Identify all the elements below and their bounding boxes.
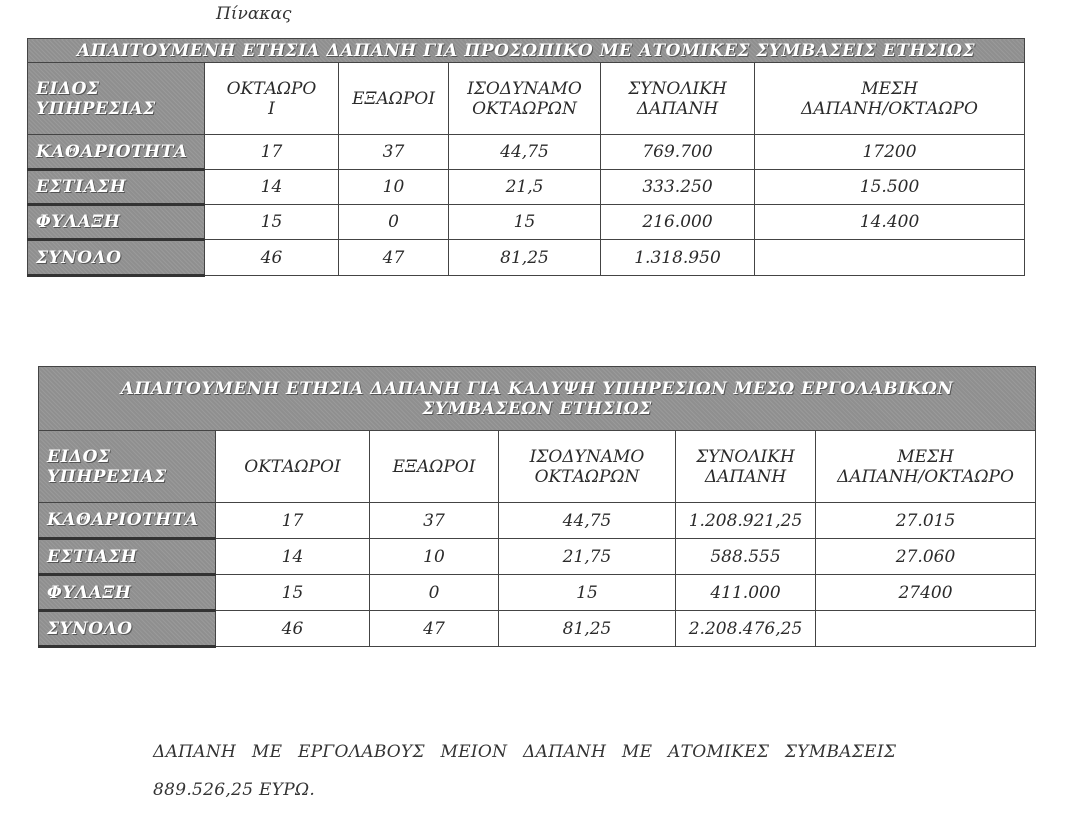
cell: 47 xyxy=(370,611,499,647)
header-average-cost: ΜΕΣΗ ΔΑΠΑΝΗ/ΟΚΤΑΩΡΟ xyxy=(816,431,1036,503)
table-row xyxy=(39,503,1036,539)
cell: 81,25 xyxy=(449,240,601,276)
cell: 588.555 xyxy=(676,539,816,575)
table-row xyxy=(28,170,1025,205)
difference-note-line1: ΔΑΠΑΝΗ ΜΕ ΕΡΓΟΛΑΒΟΥΣ ΜΕΙΟΝ ΔΑΠΑΝΗ ΜΕ ΑΤΟΜΙΚΕΣ ΣΥΜΒΑΣΕΙΣ xyxy=(153,742,897,762)
table-title: ΑΠΑΙΤΟΥΜΕΝΗ ΕΤΗΣΙΑ ΔΑΠΑΝΗ ΓΙΑ ΠΡΟΣΩΠΙΚΟ ΜΕ ΑΤΟΜΙΚΕΣ ΣΥΜΒΑΣΕΙΣ ΕΤΗΣΙΩΣ xyxy=(28,39,1025,63)
row-label: ΚΑΘΑΡΙΟΤΗΤΑ xyxy=(39,503,216,539)
header-service-type: ΕΙΔΟΣ ΥΠΗΡΕΣΙΑΣ xyxy=(39,431,216,503)
table-individual-contracts xyxy=(27,38,1025,277)
cell: 0 xyxy=(370,575,499,611)
cell: 14 xyxy=(205,170,339,205)
cell: 44,75 xyxy=(449,135,601,170)
cell: 769.700 xyxy=(601,135,755,170)
table-row xyxy=(39,575,1036,611)
cell: 27400 xyxy=(816,575,1036,611)
cell: 37 xyxy=(370,503,499,539)
cell: 46 xyxy=(216,611,370,647)
header-average-cost: ΜΕΣΗ ΔΑΠΑΝΗ/ΟΚΤΑΩΡΟ xyxy=(755,63,1025,135)
cell: 15.500 xyxy=(755,170,1025,205)
table-contractor-services xyxy=(38,366,1036,648)
cell: 17 xyxy=(205,135,339,170)
row-label: ΦΥΛΑΞΗ xyxy=(39,575,216,611)
table-row-total xyxy=(39,611,1036,647)
cell xyxy=(755,240,1025,276)
header-total-cost: ΣΥΝΟΛΙΚΗ ΔΑΠΑΝΗ xyxy=(676,431,816,503)
cell: 0 xyxy=(339,205,449,240)
cell: 10 xyxy=(339,170,449,205)
header-equivalent: ΙΣΟΔΥΝΑΜΟ ΟΚΤΑΩΡΩΝ xyxy=(449,63,601,135)
difference-note-amount: 889.526,25 ΕΥΡΩ. xyxy=(153,780,316,800)
table-row xyxy=(28,205,1025,240)
header-six-hour: ΕΞΑΩΡΟΙ xyxy=(370,431,499,503)
row-label: ΣΥΝΟΛΟ xyxy=(28,240,205,276)
table-title: ΑΠΑΙΤΟΥΜΕΝΗ ΕΤΗΣΙΑ ΔΑΠΑΝΗ ΓΙΑ ΚΑΛΥΨΗ ΥΠΗΡΕΣΙΩΝ ΜΕΣΩ ΕΡΓΟΛΑΒΙΚΩΝ ΣΥΜΒΑΣΕΩΝ ΕΤΗΣΙΩΣ xyxy=(39,367,1036,431)
cell: 17200 xyxy=(755,135,1025,170)
header-total-cost: ΣΥΝΟΛΙΚΗ ΔΑΠΑΝΗ xyxy=(601,63,755,135)
table-row xyxy=(39,539,1036,575)
cell: 47 xyxy=(339,240,449,276)
row-label: ΚΑΘΑΡΙΟΤΗΤΑ xyxy=(28,135,205,170)
cell xyxy=(816,611,1036,647)
cell: 37 xyxy=(339,135,449,170)
cell: 1.208.921,25 xyxy=(676,503,816,539)
header-eight-hour: ΟΚΤΑΩΡΟ Ι xyxy=(205,63,339,135)
cell: 2.208.476,25 xyxy=(676,611,816,647)
header-service-type: ΕΙΔΟΣ ΥΠΗΡΕΣΙΑΣ xyxy=(28,63,205,135)
caption: Πίνακας xyxy=(216,4,292,24)
cell: 333.250 xyxy=(601,170,755,205)
cell: 216.000 xyxy=(601,205,755,240)
cell: 27.015 xyxy=(816,503,1036,539)
cell: 15 xyxy=(205,205,339,240)
cell: 17 xyxy=(216,503,370,539)
row-label: ΣΥΝΟΛΟ xyxy=(39,611,216,647)
row-label: ΦΥΛΑΞΗ xyxy=(28,205,205,240)
cell: 15 xyxy=(216,575,370,611)
cell: 14 xyxy=(216,539,370,575)
cell: 14.400 xyxy=(755,205,1025,240)
cell: 27.060 xyxy=(816,539,1036,575)
cell: 44,75 xyxy=(499,503,676,539)
cell: 15 xyxy=(449,205,601,240)
header-equivalent: ΙΣΟΔΥΝΑΜΟ ΟΚΤΑΩΡΩΝ xyxy=(499,431,676,503)
cell: 81,25 xyxy=(499,611,676,647)
table-row xyxy=(28,135,1025,170)
header-eight-hour: ΟΚΤΑΩΡΟΙ xyxy=(216,431,370,503)
cell: 21,5 xyxy=(449,170,601,205)
cell: 46 xyxy=(205,240,339,276)
cell: 1.318.950 xyxy=(601,240,755,276)
header-six-hour: ΕΞΑΩΡΟΙ xyxy=(339,63,449,135)
row-label: ΕΣΤΙΑΣΗ xyxy=(28,170,205,205)
cell: 411.000 xyxy=(676,575,816,611)
cell: 15 xyxy=(499,575,676,611)
row-label: ΕΣΤΙΑΣΗ xyxy=(39,539,216,575)
cell: 10 xyxy=(370,539,499,575)
table-row-total xyxy=(28,240,1025,276)
cell: 21,75 xyxy=(499,539,676,575)
